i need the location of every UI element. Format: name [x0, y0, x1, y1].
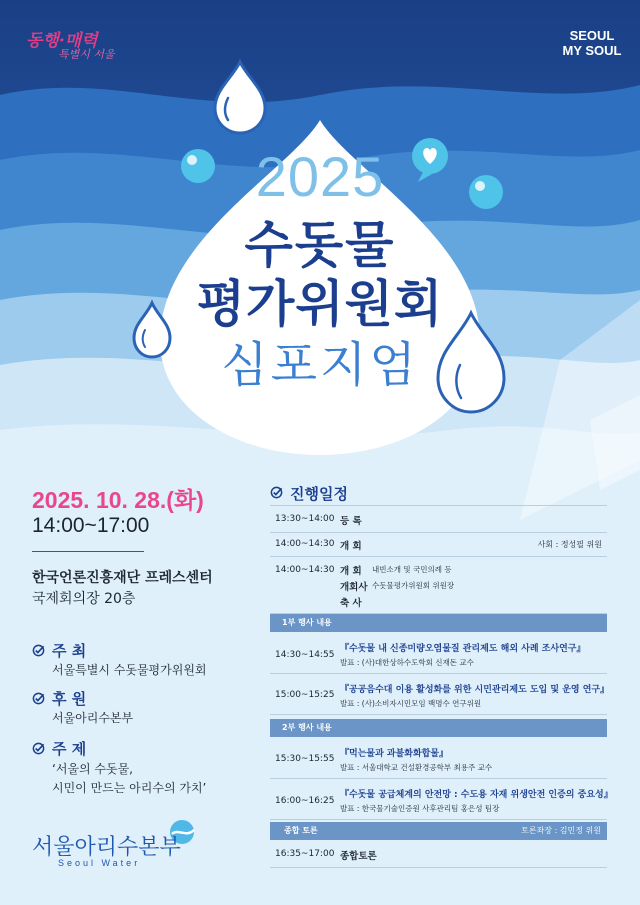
schedule-row — [270, 674, 610, 715]
hero-year: 2025 — [255, 145, 385, 208]
section-band — [270, 614, 607, 632]
row-time: 14:00~14:30 — [275, 539, 335, 549]
schedule-row — [270, 557, 607, 614]
check-circle-icon — [32, 644, 45, 657]
sponsor-value: 서울아리수본부 — [52, 711, 134, 725]
theme-line-2: 시민이 만드는 아리수의 가치’ — [52, 781, 207, 795]
logo-seoul-slogan: 동행·매력 — [26, 31, 98, 51]
row-sub: 수돗물평가위원회 위원장 — [372, 581, 455, 590]
logo-line-2: MY SOUL — [562, 43, 622, 58]
theme-line-1: ‘서울의 수돗물, — [52, 762, 133, 776]
talk-presenter: 발표 : 서울대학교 건설환경공학부 최용주 교수 — [340, 763, 493, 772]
schedule-row — [270, 633, 607, 674]
band-label: 2부 행사 내용 — [282, 723, 332, 732]
hero-title-line-3: 심포지엄 — [221, 337, 419, 393]
talk-presenter: 발표 : 한국물기술인증원 사후관리팀 홍은성 팀장 — [340, 804, 500, 813]
row-time: 15:30~15:55 — [275, 754, 335, 764]
talk-presenter: 발표 : (사)소비자시민모임 백명수 연구위원 — [340, 699, 482, 708]
row-time: 16:35~17:00 — [275, 849, 335, 859]
logo-seoul-my-soul — [562, 28, 622, 58]
org-logo-sub: Seoul Water — [58, 858, 141, 868]
venue-room: 국제회의장 20층 — [32, 591, 136, 607]
schedule-row — [270, 779, 613, 820]
row-time: 15:00~15:25 — [275, 690, 335, 700]
row-name: 개회사 — [340, 582, 368, 593]
check-circle-icon — [32, 742, 45, 755]
host-label: 주 최 — [52, 642, 87, 660]
event-date: 2025. 10. 28.(화) — [32, 487, 204, 513]
section-band — [270, 822, 607, 840]
row-time: 14:30~14:55 — [275, 650, 335, 660]
row-name: 축 사 — [340, 598, 362, 609]
logo-line-1: SEOUL — [569, 28, 615, 43]
hero-title-line-2: 평가위원회 — [196, 275, 444, 333]
section-band — [270, 719, 607, 737]
host-value: 서울특별시 수돗물평가위원회 — [52, 663, 207, 677]
schedule-row — [270, 532, 607, 557]
talk-title: 『수돗물 내 신종미량오염물질 관리제도 해외 사례 조사연구』 — [340, 644, 586, 654]
row-time: 16:00~16:25 — [275, 796, 335, 806]
row-name: 개 회 — [340, 541, 362, 552]
schedule-row — [270, 841, 607, 868]
band-moderator: 토론좌장 : 김민정 위원 — [521, 826, 601, 835]
row-name: 개 회 — [340, 566, 362, 577]
row-name: 종합토론 — [340, 851, 377, 862]
talk-title: 『공공음수대 이용 활성화를 위한 시민관리제도 도입 및 운영 연구』 — [340, 685, 610, 695]
event-time: 14:00~17:00 — [32, 514, 150, 537]
band-label: 1부 행사 내용 — [282, 618, 332, 627]
schedule-heading: 진행일정 — [290, 485, 348, 503]
logo-seoul-slogan-sub: 특별시 서울 — [58, 48, 115, 61]
check-circle-icon — [270, 486, 283, 499]
band-label: 종합 토론 — [284, 826, 318, 835]
row-moderator: 사회 : 정성필 위원 — [537, 540, 602, 549]
row-sub: 내빈소개 및 국민의례 등 — [372, 565, 452, 574]
check-circle-icon — [32, 692, 45, 705]
hero-title-line-1: 수돗물 — [244, 216, 396, 274]
venue-name: 한국언론진흥재단 프레스센터 — [32, 570, 213, 586]
org-logo-name: 서울아리수본부 — [32, 835, 181, 860]
schedule-row — [270, 738, 607, 779]
schedule-row — [270, 505, 607, 533]
divider — [32, 551, 144, 552]
talk-title: 『먹는물과 과불화화합물』 — [340, 749, 449, 759]
talk-title: 『수돗물 공급체계의 안전망 : 수도용 자재 위생안전 인증의 중요성』 — [340, 790, 613, 800]
row-time: 14:00~14:30 — [275, 565, 335, 575]
talk-presenter: 발표 : (사)대한상하수도학회 신재돈 교수 — [340, 658, 474, 667]
row-name: 등 록 — [340, 516, 362, 527]
row-time: 13:30~14:00 — [275, 514, 335, 524]
sponsor-label: 후 원 — [52, 690, 87, 708]
theme-label: 주 제 — [52, 740, 87, 758]
